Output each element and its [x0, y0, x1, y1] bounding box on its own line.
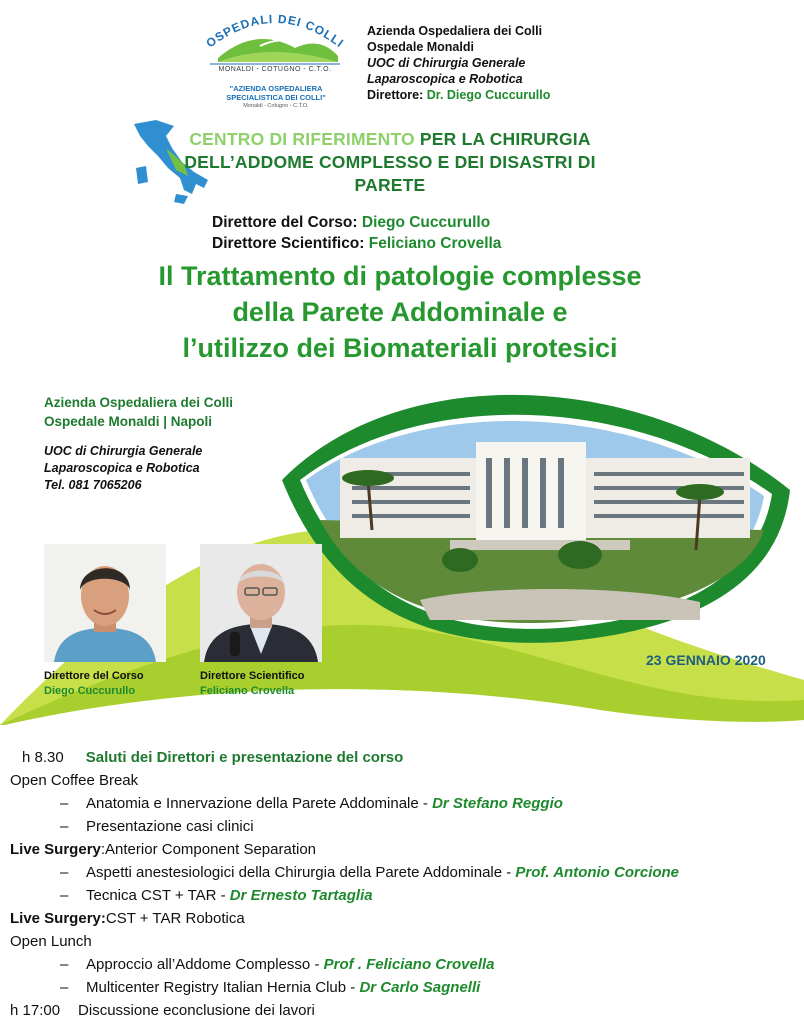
logo-tagline-2: SPECIALISTICA DEI COLLI" [226, 93, 326, 102]
program-item [10, 838, 316, 861]
dash-bullet: – [60, 864, 69, 881]
program-label: Live Surgery [10, 841, 101, 858]
caption-course-director [44, 669, 144, 699]
program-speaker: Dr Ernesto Tartaglia [229, 887, 373, 904]
header-director [367, 87, 550, 103]
program-topic: Anatomia e Innervazione della Parete Addominale - [86, 795, 433, 812]
dash-bullet: – [60, 818, 69, 835]
title-line-2: della Parete Addominale e [232, 297, 568, 327]
caption-scientific-director [200, 669, 305, 699]
program-time: h 8.30 [22, 749, 64, 766]
program-topic: Aspetti anestesiologici della Chirurgia della Parete Addominale - [86, 864, 516, 881]
program-speaker: Prof. Antonio Corcione [515, 864, 680, 881]
director-photo-cuccurullo [44, 544, 166, 662]
header-line-3: UOC di Chirurgia Generale [367, 56, 526, 70]
page-title [60, 258, 740, 366]
scientific-director-label: Direttore Scientifico: [212, 235, 365, 252]
program-item [60, 861, 679, 884]
program-item [60, 815, 254, 838]
hospital-info [44, 393, 233, 431]
program-title: Saluti dei Direttori e presentazione del corso [85, 749, 404, 766]
caption-name: Diego Cuccurullo [44, 685, 136, 697]
title-line-1: Il Trattamento di patologie complesse [158, 261, 642, 291]
department-line-1: UOC di Chirurgia Generale [44, 444, 203, 458]
program-item [60, 884, 373, 907]
centro-highlight: CENTRO DI RIFERIMENTO [189, 129, 415, 149]
program-item [22, 746, 403, 769]
program-topic: Tecnica CST + TAR - [86, 887, 230, 904]
header-line-4: Laparoscopica e Robotica [367, 72, 523, 86]
dash-bullet: – [60, 979, 69, 996]
centro-heading [130, 128, 650, 197]
program-item [10, 999, 315, 1022]
program-item [60, 953, 495, 976]
program-time: h 17:00 [10, 1002, 61, 1019]
program-item: Open Coffee Break [10, 772, 139, 789]
logo-tagline-1: "AZIENDA OSPEDALIERA [229, 84, 323, 93]
course-director-name: Diego Cuccurullo [361, 214, 491, 231]
course-directors [212, 212, 501, 254]
program-speaker: Dr Carlo Sagnelli [359, 979, 481, 996]
program-label: Live Surgery: [10, 910, 106, 927]
caption-role: Direttore del Corso [44, 670, 144, 682]
title-line-3: l’utilizzo dei Biomateriali protesici [182, 333, 618, 363]
header-director-label: Direttore: [367, 88, 424, 102]
hospital-logo [200, 6, 350, 114]
centro-rest: PER LA CHIRURGIA [414, 129, 591, 149]
program-speaker: Dr Stefano Reggio [432, 795, 563, 812]
scientific-director-name: Feliciano Crovella [368, 235, 502, 252]
header-line-2: Ospedale Monaldi [367, 40, 474, 54]
event-date: 23 GENNAIO 2020 [646, 652, 766, 668]
caption-role: Direttore Scientifico [200, 670, 305, 682]
program-topic: :Anterior Component Separation [100, 841, 317, 858]
program-speaker: Prof . Feliciano Crovella [323, 956, 495, 973]
dash-bullet: – [60, 795, 69, 812]
hospital-department [44, 443, 202, 494]
centro-line-2: DELL’ADDOME COMPLESSO E DEI DISASTRI DI [184, 152, 596, 172]
header-line-1: Azienda Ospedaliera dei Colli [367, 24, 543, 38]
logo-tagline [206, 84, 346, 102]
logo-tagline-small: Monaldi - Cotugno - C.T.O. [243, 103, 309, 109]
hospital-name: Azienda Ospedaliera dei Colli [44, 395, 234, 410]
program-item [60, 792, 563, 815]
logo-arc-text: OSPEDALI DEI COLLI [203, 11, 347, 51]
logo-subtitle: MONALDI - COTUGNO - C.T.O. [218, 66, 332, 73]
program-topic: Approccio all’Addome Complesso - [86, 956, 324, 973]
course-director-label: Direttore del Corso: [212, 214, 358, 231]
header-info [367, 23, 550, 103]
program-item: Open Lunch [10, 933, 92, 950]
department-line-2: Laparoscopica e Robotica [44, 461, 200, 475]
dash-bullet: – [60, 956, 69, 973]
caption-name: Feliciano Crovella [200, 685, 295, 697]
hospital-location: Ospedale Monaldi | Napoli [44, 414, 213, 429]
header-director-name: Dr. Diego Cuccurullo [426, 88, 551, 102]
scientific-director-row [212, 233, 501, 254]
program-topic: Multicenter Registry Italian Hernia Club - [86, 979, 360, 996]
program-item [60, 976, 480, 999]
course-director-row [212, 212, 501, 233]
program-topic: CST + TAR Robotica [105, 910, 245, 927]
dash-bullet: – [60, 887, 69, 904]
program-topic: Discussione econclusione dei lavori [78, 1002, 315, 1019]
director-photo-crovella [200, 544, 322, 662]
program-item [10, 907, 245, 930]
program-topic: Presentazione casi clinici [86, 818, 254, 835]
centro-line-3: PARETE [354, 175, 426, 195]
department-phone: Tel. 081 7065206 [44, 478, 142, 492]
centro-line-1 [130, 128, 650, 151]
